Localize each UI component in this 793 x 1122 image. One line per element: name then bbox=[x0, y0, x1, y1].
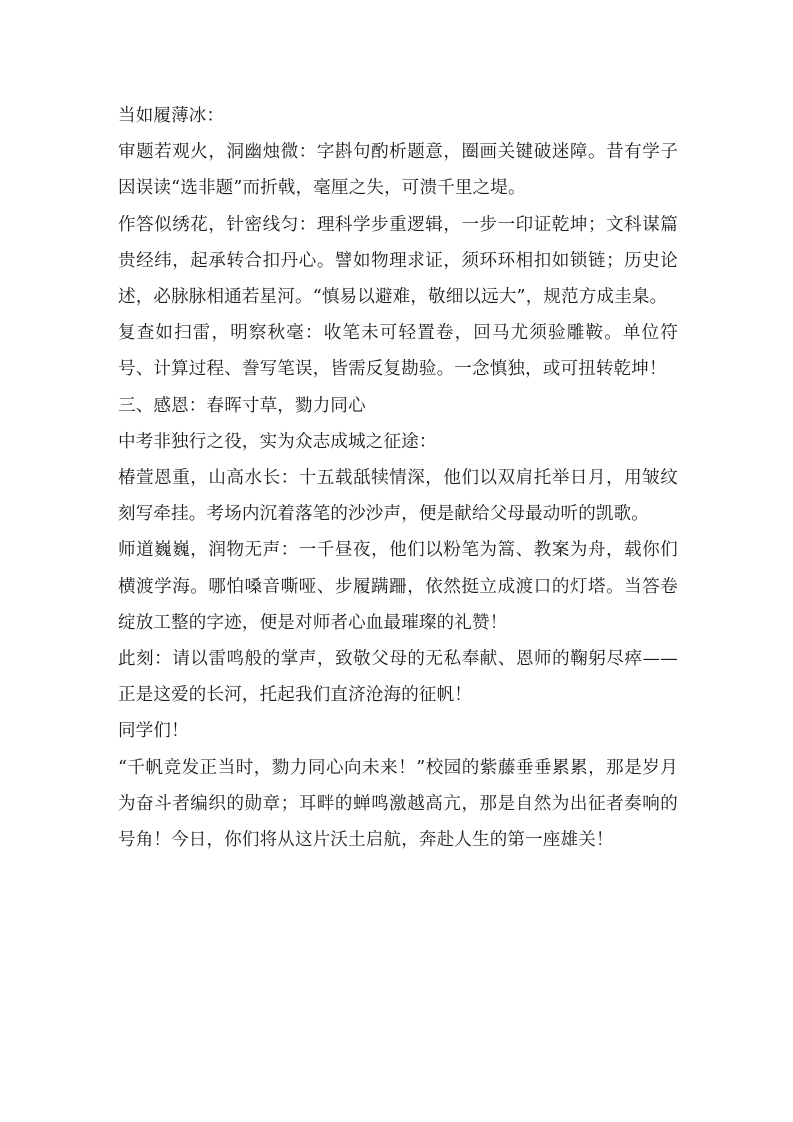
paragraph-reviewing: 复查如扫雷，明察秋毫：收笔未可轻置卷，回马尤须验雕鞍。单位符号、计算过程、誊写笔误，皆需反复勘验。一念慎独，或可扭转乾坤！ bbox=[118, 323, 678, 380]
paragraph-intro-line: 当如履薄冰： bbox=[118, 106, 225, 126]
paragraph-answering: 作答似绣花，针密线匀：理科学步重逻辑，一步一印证乾坤；文科谋篇贵经纬，起承转合扣丹心。譬如物理求证，须环环相扣如锁链；历史论述，必脉脉相通若星河。“慎易以避难，敬细以远大”，规范方成圭臬。 bbox=[118, 214, 678, 308]
document-body bbox=[118, 98, 678, 858]
paragraph-address-students: 同学们！ bbox=[118, 721, 189, 742]
paragraph-teachers: 师道巍巍，润物无声：一千昼夜，他们以粉笔为篙、教案为舟，载你们横渡学海。哪怕嗓音嘶哑、步履蹒跚，依然挺立成渡口的灯塔。当答卷绽放工整的字迹，便是对师者心血最璀璨的礼赞！ bbox=[118, 540, 678, 633]
paragraph-parents: 椿萱恩重，山高水长：十五载舐犊情深，他们以双肩托举日月，用皱纹刻写牵挂。考场内沉着落笔的沙沙声，便是献给父母最动听的凯歌。 bbox=[118, 468, 678, 525]
paragraph-reading-questions: 审题若观火，洞幽烛微：字斟句酌析题意，圈画关键破迷障。昔有学子因误读“选非题”而折戟，毫厘之失，可溃千里之堤。 bbox=[118, 142, 678, 199]
paragraph-applause: 此刻：请以雷鸣般的掌声，致敬父母的无私奉献、恩师的鞠躬尽瘁——正是这爱的长河，托起我们直济沧海的征帆！ bbox=[118, 649, 678, 706]
paragraph-closing: “千帆竞发正当时，勠力同心向未来！”校园的紫藤垂垂累累，那是岁月为奋斗者编织的勋章；耳畔的蝉鸣激越高亢，那是自然为出征者奏响的号角！今日，你们将从这片沃土启航，奔赴人生的第一座雄关！ bbox=[118, 757, 678, 851]
section-heading-gratitude: 三、感恩：春晖寸草，勠力同心 bbox=[118, 395, 366, 416]
paragraph-not-alone: 中考非独行之役，实为众志成城之征途： bbox=[118, 431, 437, 452]
